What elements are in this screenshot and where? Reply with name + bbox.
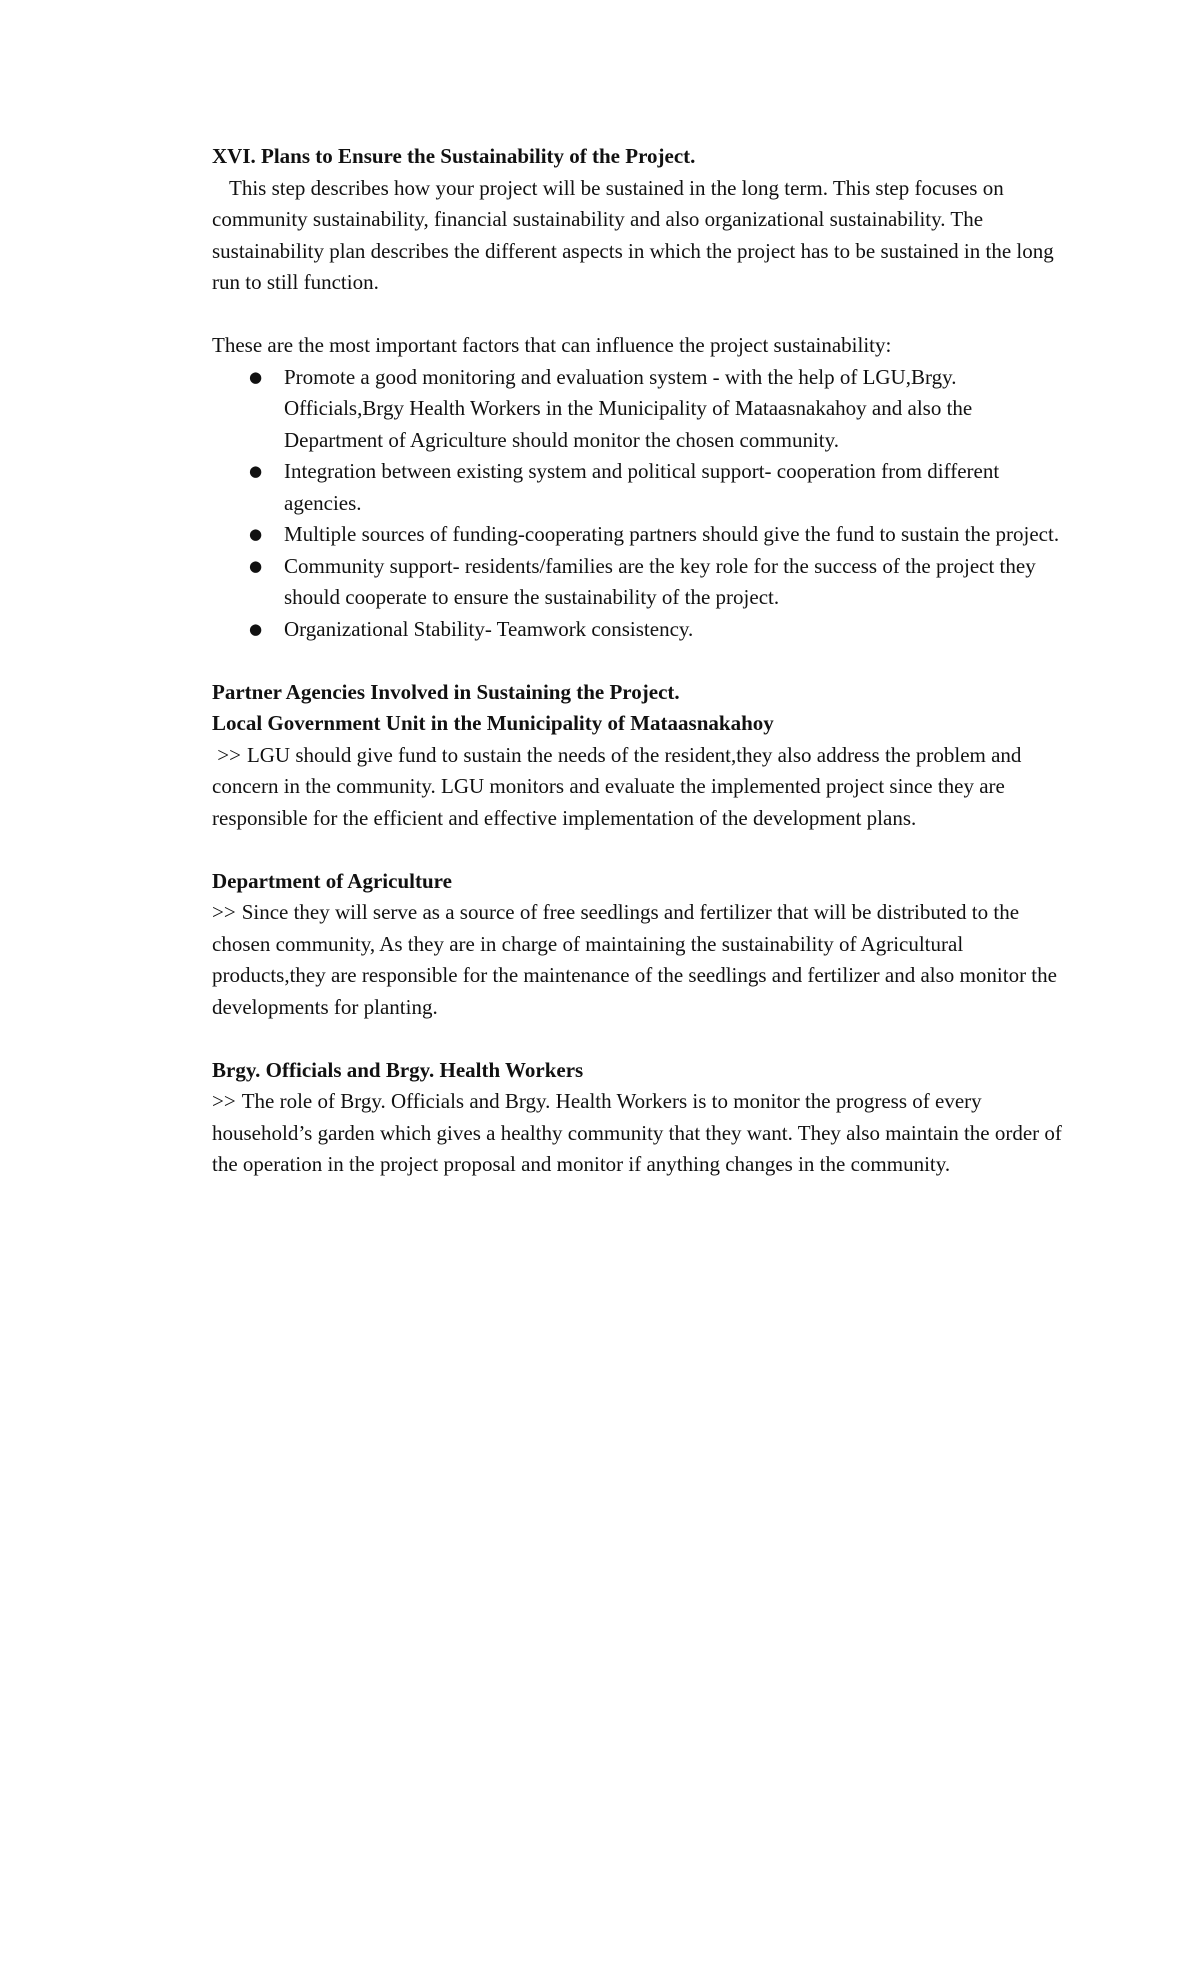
agency-text: LGU should give fund to sustain the needs of the resident,they also address the problem and concern in the community. LGU monitors and evaluate the implemented project since they are responsible for the efficient and effective implementation of the development plans. <box>212 742 1022 830</box>
agency-description <box>212 740 1072 835</box>
list-item <box>212 456 1072 519</box>
agency-name: Local Government Unit in the Municipality of Mataasnakahoy <box>212 711 774 735</box>
spacer <box>212 645 1072 677</box>
bullet-icon: ● <box>249 462 263 480</box>
list-item <box>212 362 1072 457</box>
section-title: XVI. Plans to Ensure the Sustainability of the Project. <box>212 144 696 168</box>
agency-department-of-agriculture <box>212 866 1072 1024</box>
agency-text: Since they will serve as a source of free seedlings and fertilizer that will be distributed to the chosen community, As they are in charge of maintaining the sustainability of Agricultural products,they are responsible for the maintenance of the seedlings and fertilizer and also monitor the developments for planting. <box>212 900 1057 1019</box>
bullet-icon: ● <box>249 525 263 543</box>
list-item-text: Promote a good monitoring and evaluation system - with the help of LGU,Brgy. Officials,Brgy Health Workers in the Municipality of Mataasnakahoy and also the Department of Agriculture should monitor the chosen community. <box>284 364 973 452</box>
arrow-marker: >> <box>217 742 241 767</box>
factors-list <box>212 362 1072 646</box>
agency-name: Brgy. Officials and Brgy. Health Workers <box>212 1057 584 1082</box>
arrow-marker: >> <box>212 900 236 924</box>
list-item-text: Multiple sources of funding-cooperating partners should give the fund to sustain the project. <box>284 522 1060 546</box>
bullet-icon: ● <box>249 367 263 386</box>
agency-name: Department of Agriculture <box>212 868 452 893</box>
agency-brgy-officials <box>212 1055 1072 1181</box>
document-page <box>212 141 1072 1181</box>
agency-description <box>212 1086 1072 1181</box>
agency-lgu <box>212 708 1072 834</box>
spacer <box>212 299 1072 331</box>
spacer <box>212 834 1072 866</box>
list-item-text: Community support- residents/families are the key role for the success of the project they should cooperate to ensure the sustainability of the project. <box>284 553 1036 609</box>
arrow-marker: >> <box>212 1089 236 1113</box>
agency-text: The role of Brgy. Officials and Brgy. Health Workers is to monitor the progress of every household’s garden which gives a healthy community that they want. They also maintain the order of the operation in the project proposal and monitor if anything changes in the community. <box>212 1089 1062 1176</box>
list-item-text: Integration between existing system and political support- cooperation from different agencies. <box>284 459 1000 515</box>
list-item <box>212 519 1072 551</box>
list-item-text: Organizational Stability- Teamwork consistency. <box>284 616 694 641</box>
partners-title: Partner Agencies Involved in Sustaining the Project. <box>212 679 680 704</box>
list-item <box>212 614 1072 646</box>
section-intro: This step describes how your project will be sustained in the long term. This step focuses on community sustainability, financial sustainability and also organizational sustainability. The sustainability plan describes the different aspects in which the project has to be sustained in the long run to still function. <box>212 175 1054 294</box>
bullet-icon: ● <box>249 556 263 575</box>
agency-description <box>212 897 1072 1023</box>
bullet-icon: ● <box>249 619 263 638</box>
spacer <box>212 1023 1072 1055</box>
factors-lead: These are the most important factors that can influence the project sustainability: <box>212 333 892 357</box>
list-item <box>212 551 1072 614</box>
